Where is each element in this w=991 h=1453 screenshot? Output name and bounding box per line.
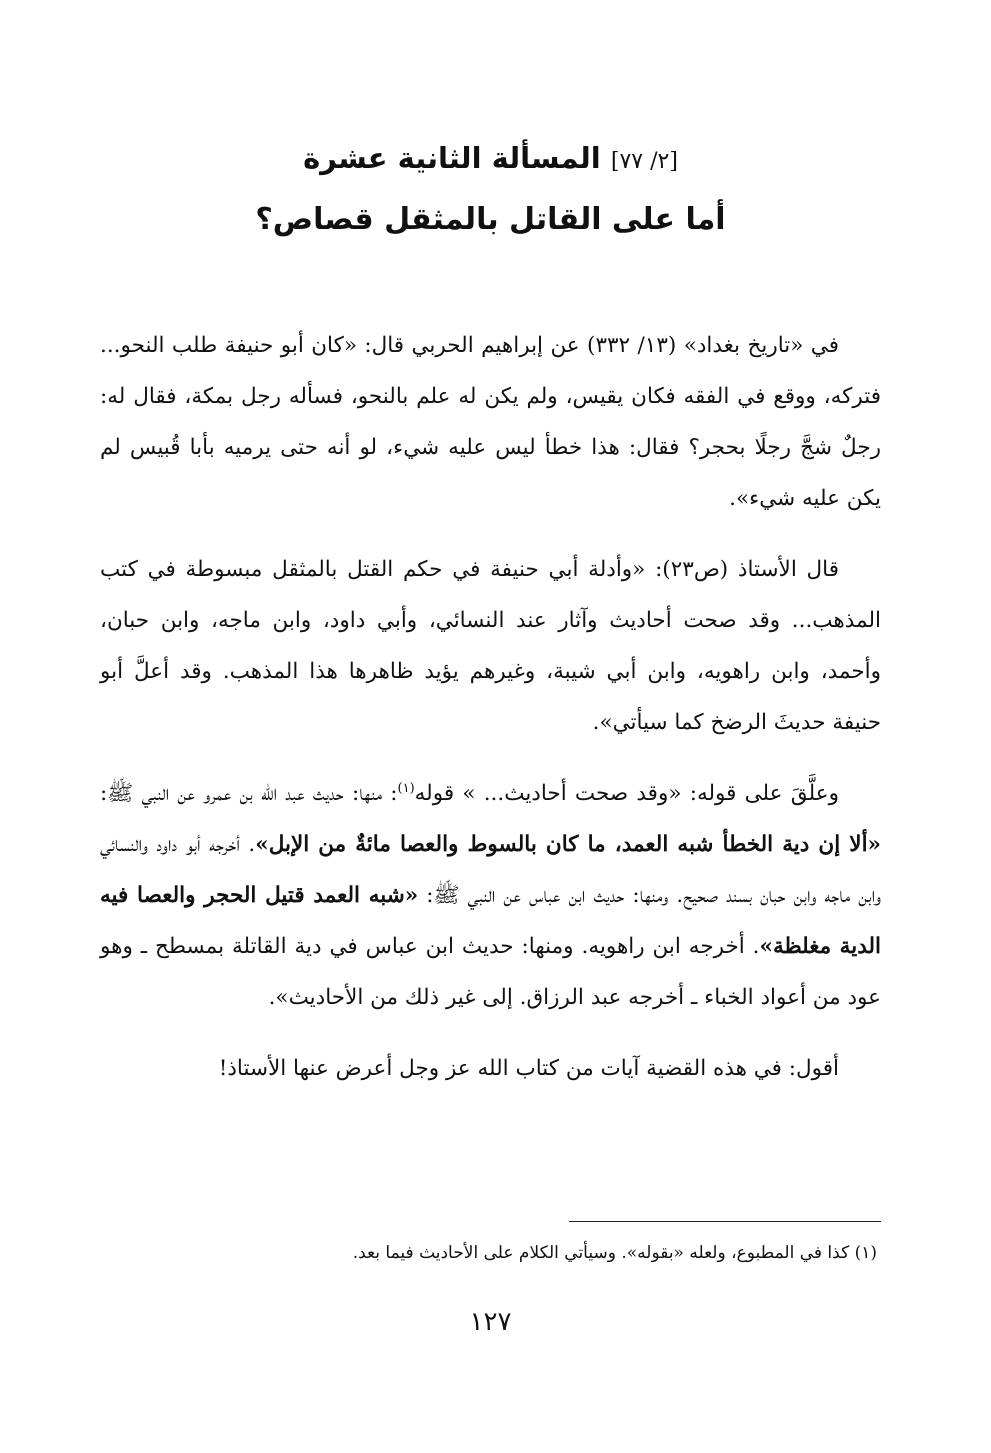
footnote-divider — [569, 1221, 881, 1222]
paragraph-p1 — [100, 320, 881, 524]
paragraph-text: . أخرجه أبو داود والنسائي وابن ماجه وابن حبان بسند صحيح. ومنها: حديث ابن عباس عن النبي ﷺ: — [100, 832, 882, 908]
paragraph-text: وعلَّقَ على قوله: «وقد صحت أحاديث... » قوله — [414, 781, 839, 806]
paragraph-text: أقول: في هذه القضية آيات من كتاب الله عز وجل أعرض عنها الأستاذ! — [218, 1056, 839, 1081]
chapter-heading — [100, 138, 881, 182]
footnote — [100, 1238, 881, 1268]
paragraph-text: . أخرجه ابن راهويه. ومنها: حديث ابن عباس في دية القاتلة بمسطح ـ وهو عود من أعواد الخباء ـ أخرجه عبد الرزاق. إلى غير ذلك من الأحاديث». — [100, 934, 881, 1010]
paragraph-p3 — [100, 768, 881, 1023]
paragraph-p2 — [100, 544, 881, 748]
paragraph-text: : منها: حديث عبد الله بن عمرو عن النبي ﷺ: — [100, 781, 398, 806]
chapter-reference: [٢/ ٧٧] — [610, 149, 678, 174]
hadith-quote: «شبه العمد قتيل الحجر والعصا فيه الدية مغلظة» — [100, 883, 881, 959]
page-number: ١٢٧ — [469, 1307, 512, 1337]
body-text — [100, 320, 881, 1114]
paragraph-text: قال الأستاذ (ص٢٣): «وأدلة أبي حنيفة في حكم القتل بالمثقل مبسوطة في كتب المذهب... وقد صحت أحاديث وآثار عند النسائي، وأبي داود، وابن ماجه، وابن حبان، وأحمد، وابن راهويه، وابن أبي شيبة، وغيرهم يؤيد ظاهرها هذا المذهب. وقد أعلَّ أبو حنيفة حديثَ الرضخ كما سيأتي». — [100, 557, 881, 735]
hadith-quote: «ألا إن دية الخطأ شبه العمد، ما كان بالسوط والعصا مائةٌ من الإبل» — [255, 832, 881, 857]
chapter-subtitle: أما على القاتل بالمثقل قصاص؟ — [255, 202, 726, 237]
paragraph-p4 — [100, 1043, 881, 1094]
paragraph-text: في «تاريخ بغداد» (١٣/ ٣٣٢) عن إبراهيم الحربي قال: «كان أبو حنيفة طلب النحو... فتركه، ووقع في الفقه فكان يقيس، ولم يكن له علم بالنحو، فسأله رجل بمكة، فقال له: رجلٌ شجَّ رجلًا بحجر؟ فقال: هذا خطأ ليس عليه شيء، لو أنه حتى يرميه بأبا قُبيس لم يكن عليه شيء». — [100, 333, 881, 511]
footnote-text: كذا في المطبوع، ولعله «بقوله». وسيأتي الكلام على الأحاديث فيما بعد. — [352, 1243, 850, 1263]
footnote-reference: (١) — [397, 780, 415, 796]
footnote-number: (١) — [854, 1243, 877, 1263]
book-page — [100, 0, 881, 1453]
chapter-title: المسألة الثانية عشرة — [303, 141, 601, 175]
